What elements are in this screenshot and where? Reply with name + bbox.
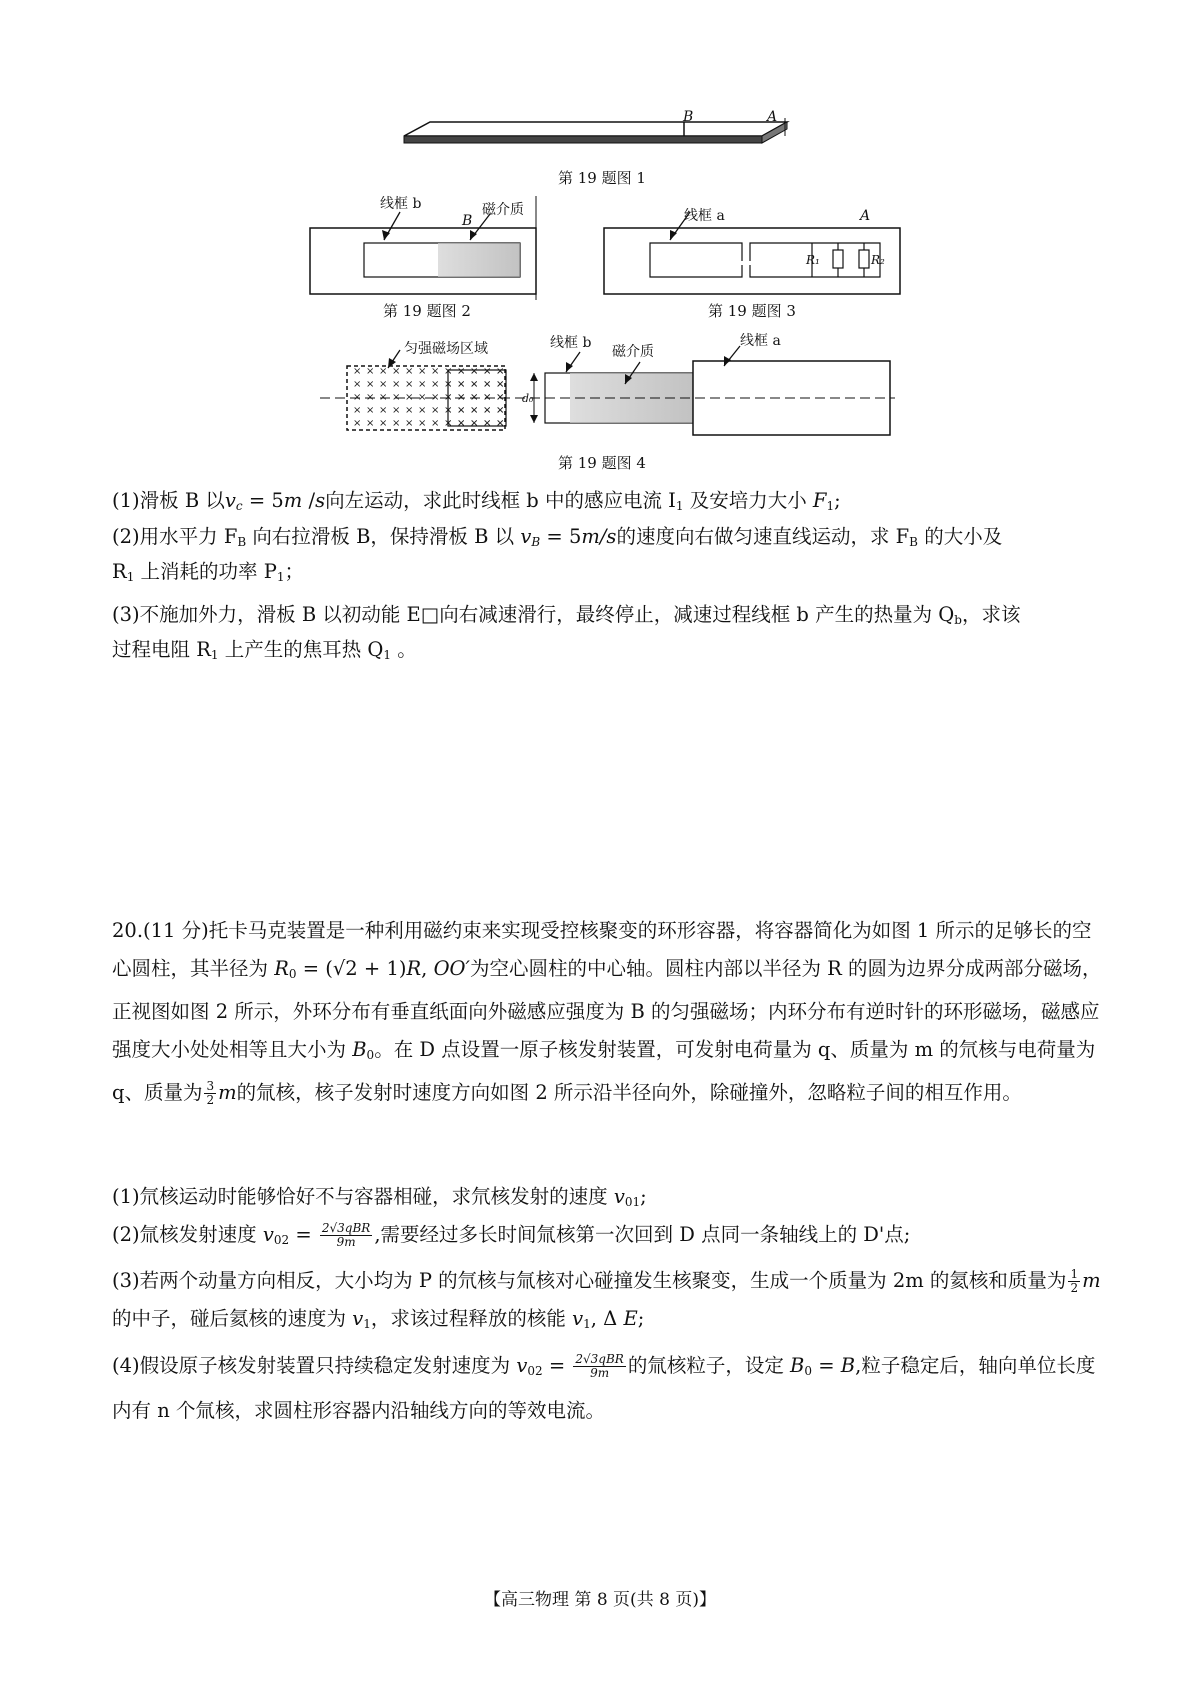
q20-sub2: (2)氚核发射速度 $v_{02}$ = $\frac{\text{2√3qBR}}{9m}$ ,需要经过多长时间氚核第一次回到 D 点同一条轴线上的 D'点; [112,1221,911,1249]
figure-19-1 [404,109,787,187]
fig3-label-r1: R₁ [806,253,820,267]
fig3-label-a: A [860,208,871,224]
q20-sub3: (3)若两个动量方向相反，大小均为 P 的氘核与氚核对心碰撞发生核聚变，生成一个质量为 2m 的氦核和质量为 $\frac{1}{2}$ m的中子，碰后氦核的速度为 $v_1$，求该过程释放的核能 $v_1$, Δ E; [112,1267,1101,1331]
q20-frac-1-2: $\frac{1}{2}$ [1070,1267,1079,1295]
q19-part3: (3)不施加外力，滑板 B 以初动能 E□向右减速滑行，最终停止，减速过程线框 b 产生的热量为 $Q_b$，求该 过程电阻 $R_1$ 上产生的焦耳热 $Q_1$ 。 [112,603,1021,662]
figure-19-2 [310,195,536,320]
figure-19-3 [604,207,900,320]
fig4-label-medium: 磁介质 [612,344,654,360]
fig2-caption: 第 19 题图 2 [383,302,471,320]
fig4-label-field: 匀强磁场区域 [404,341,488,357]
fig3-label-coil-a: 线框 a [684,208,725,224]
fig4-caption: 第 19 题图 4 [558,454,646,472]
fig2-label-b: B [462,213,473,229]
q20-sub4: (4)假设原子核发射装置只持续稳定发射速度为 $v_{02}$ = $\frac{\text{2√3qBR}}{9m}$ 的氚核粒子，设定 $B_0 = B$,粒子稳定后，轴向单位长度内有 n 个氚核，求圆柱形容器内沿轴线方向的等效电流。 [112,1352,1096,1422]
fig1-label-a: A [767,109,778,125]
fig3-label-r2: R₂ [871,253,885,267]
fig4-label-d: d₀ [522,392,534,405]
q20-frac-3-2: $\frac{3}{2}$ [206,1079,215,1107]
page-footer: 【高三物理 第 8 页(共 8 页)】 [484,1590,716,1610]
figure-19-4 [320,332,895,472]
q20-s2-fraction: $\frac{\text{2√3qBR}}{9m}$ [321,1221,371,1249]
fig3-caption: 第 19 题图 3 [708,302,796,320]
q19-part2: (2)用水平力 $F_B$ 向右拉滑板 B，保持滑板 B 以 $v_B = 5m/s$的速度向右做匀速直线运动，求 $F_B$ 的大小及 $R_1$ 上消耗的功率 $P_1$； [112,525,1003,584]
fig2-label-medium: 磁介质 [482,202,524,218]
figures-svg [0,0,1200,480]
fig4-label-coil-a: 线框 a [740,333,781,349]
fig4-label-coil-b: 线框 b [550,335,592,351]
fig1-caption: 第 19 题图 1 [558,169,646,187]
q20-s4-fraction: $\frac{\text{2√3qBR}}{9m}$ [575,1352,624,1380]
fig2-label-coil-b: 线框 b [380,196,422,212]
q20-intro: 20.(11 分)托卡马克装置是一种利用磁约束来实现受控核聚变的环形容器，将容器简化为如图 1 所示的足够长的空心圆柱，其半径为 $R_0 = (√2 + 1)R$, OO′为空心圆柱的中心轴。圆柱内部以半径为 R 的圆为边界分成两部分磁场，正视图如图 2 所示，外环分布有垂直纸面向外磁感应强度为 B 的匀强磁场；内环分布有逆时针的环形磁场，磁感应强度大小处处相等且大小为 $B_0$。在 D 点设置一原子核发射装置，可发射电荷量为 q、质量为 m 的氘核与电荷量为 q、质量为 $\frac{3}{2}$ m的氚核，核子发射时速度方向如图 2 所示沿半径向外，除碰撞外，忽略粒子间的相互作用。 [112,919,1102,1107]
fig1-label-b: B [683,109,694,125]
q20-sub1: (1)氘核运动时能够恰好不与容器相碰，求氘核发射的速度 $v_{01}$; [112,1185,647,1209]
q19-part1: (1)滑板 B 以$v_c = 5m$ /s向左运动，求此时线框 b 中的感应电流 $I_1$ 及安培力大小 $F_1$; [112,489,841,513]
